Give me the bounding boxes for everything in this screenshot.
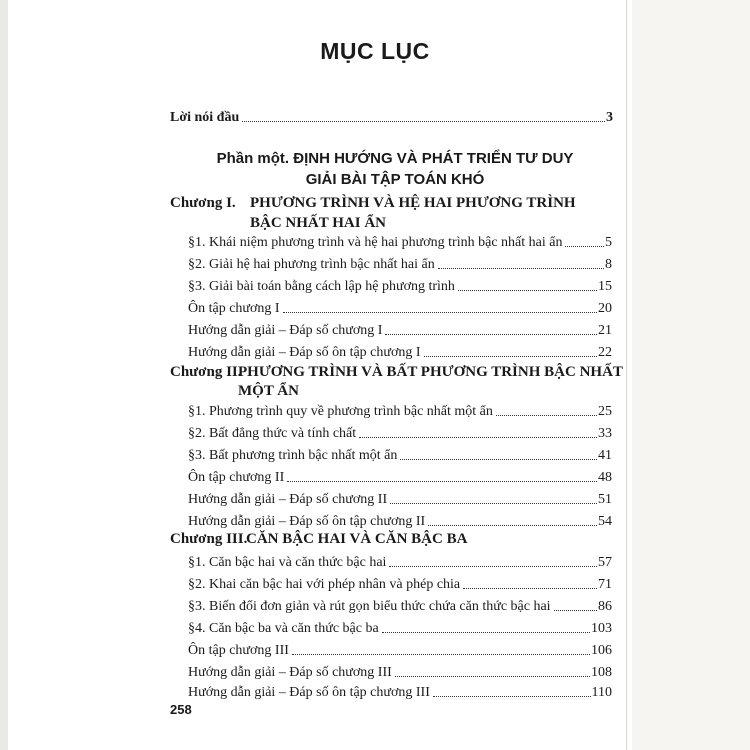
toc-entry-label: Lời nói đầu xyxy=(170,110,240,125)
toc-entry xyxy=(188,275,612,295)
chapter-1-title-cont: BẬC NHẤT HAI ẨN xyxy=(250,215,386,231)
toc-entry-label: §3. Giải bài toán bằng cách lập hệ phương trình xyxy=(188,279,455,294)
page-edge-line xyxy=(626,0,627,750)
toc-entry-label: Ôn tập chương II xyxy=(188,470,285,485)
dot-leader xyxy=(395,676,590,677)
dot-leader xyxy=(389,566,597,567)
page-left-shadow xyxy=(0,0,8,750)
toc-entry-label: Ôn tập chương I xyxy=(188,301,280,316)
toc-entry-label: §1. Căn bậc hai và căn thức bậc hai xyxy=(188,555,387,570)
toc-entry-label: Hướng dẫn giải – Đáp số chương I xyxy=(188,323,383,338)
toc-entry-label: Ôn tập chương III xyxy=(188,643,289,658)
facing-page-edge xyxy=(632,0,750,750)
toc-entry-page: 3 xyxy=(606,110,613,125)
toc-entry-page: 8 xyxy=(605,257,612,272)
dot-leader xyxy=(463,588,597,589)
toc-entry xyxy=(188,617,612,637)
toc-entry-label: §2. Khai căn bậc hai với phép nhân và phép chia xyxy=(188,577,461,592)
chapter-title: PHƯƠNG TRÌNH VÀ HỆ HAI PHƯƠNG TRÌNH xyxy=(250,195,576,211)
dot-leader xyxy=(428,525,597,526)
chapter-2-heading xyxy=(170,364,623,381)
toc-entry-label: §2. Bất đẳng thức và tính chất xyxy=(188,426,357,441)
toc-entry-label: Hướng dẫn giải – Đáp số ôn tập chương I xyxy=(188,345,421,360)
chapter-3-heading xyxy=(170,531,467,548)
part-title-line2: GIẢI BÀI TẬP TOÁN KHÓ xyxy=(305,171,485,188)
dot-leader xyxy=(359,437,597,438)
toc-entry xyxy=(188,551,612,571)
dot-leader xyxy=(496,415,597,416)
toc-entry-page: 71 xyxy=(598,577,612,592)
toc-entry-page: 110 xyxy=(591,685,612,700)
dot-leader xyxy=(424,356,597,357)
toc-entry xyxy=(188,466,612,486)
toc-entry-label: §3. Biến đổi đơn giản và rút gọn biểu thức chứa căn thức bậc hai xyxy=(188,599,551,614)
toc-entry xyxy=(188,422,612,442)
toc-entry-label: Hướng dẫn giải – Đáp số ôn tập chương III xyxy=(188,685,430,700)
toc-entry-page: 51 xyxy=(598,492,612,507)
toc-entry xyxy=(188,341,612,361)
dot-leader xyxy=(458,290,597,291)
dot-leader xyxy=(565,246,604,247)
dot-leader xyxy=(283,312,597,313)
toc-entry xyxy=(188,510,612,530)
toc-entry-label: §4. Căn bậc ba và căn thức bậc ba xyxy=(188,621,379,636)
toc-entry xyxy=(188,661,612,681)
toc-entry-page: 33 xyxy=(598,426,612,441)
toc-entry xyxy=(188,595,612,615)
toc-entry-intro xyxy=(170,106,613,126)
toc-entry-label: §2. Giải hệ hai phương trình bậc nhất hai ẩn xyxy=(188,257,435,272)
toc-entry-label: §3. Bất phương trình bậc nhất một ẩn xyxy=(188,448,398,463)
dot-leader xyxy=(242,121,605,122)
dot-leader xyxy=(433,696,591,697)
dot-leader xyxy=(385,334,597,335)
toc-entry xyxy=(188,400,612,420)
page-title: MỤC LỤC xyxy=(320,38,430,64)
chapter-title: PHƯƠNG TRÌNH VÀ BẤT PHƯƠNG TRÌNH BẬC NHẤT xyxy=(238,364,623,380)
toc-entry xyxy=(188,681,612,701)
dot-leader xyxy=(390,503,597,504)
toc-entry xyxy=(188,639,612,659)
toc-entry-page: 106 xyxy=(591,643,612,658)
toc-entry-page: 48 xyxy=(598,470,612,485)
chapter-number: Chương I. xyxy=(170,195,236,211)
toc-entry-page: 15 xyxy=(598,279,612,294)
dot-leader xyxy=(438,268,604,269)
toc-entry xyxy=(188,253,612,273)
dot-leader xyxy=(554,610,597,611)
toc-entry-page: 108 xyxy=(591,665,612,680)
toc-entry-label: §1. Khái niệm phương trình và hệ hai phương trình bậc nhất hai ẩn xyxy=(188,235,563,250)
dot-leader xyxy=(382,632,590,633)
toc-entry xyxy=(188,297,612,317)
toc-entry-label: Hướng dẫn giải – Đáp số ôn tập chương II xyxy=(188,514,426,529)
toc-entry xyxy=(188,488,612,508)
toc-entry xyxy=(188,444,612,464)
toc-entry xyxy=(188,573,612,593)
toc-entry-page: 22 xyxy=(598,345,612,360)
toc-entry-page: 54 xyxy=(598,514,612,529)
toc-entry-page: 41 xyxy=(598,448,612,463)
toc-entry-label: §1. Phương trình quy về phương trình bậc nhất một ẩn xyxy=(188,404,493,419)
toc-entry-page: 25 xyxy=(598,404,612,419)
toc-entry-page: 21 xyxy=(598,323,612,338)
dot-leader xyxy=(400,459,597,460)
toc-entry-page: 20 xyxy=(598,301,612,316)
dot-leader xyxy=(287,481,597,482)
toc-entry xyxy=(188,231,612,251)
toc-entry-page: 86 xyxy=(598,599,612,614)
chapter-number: Chương III. xyxy=(170,531,248,547)
toc-entry xyxy=(188,319,612,339)
page-number: 258 xyxy=(170,702,192,717)
toc-entry-page: 5 xyxy=(605,235,612,250)
chapter-title: CĂN BẬC HAI VÀ CĂN BẬC BA xyxy=(246,531,468,547)
chapter-1-heading xyxy=(170,195,576,212)
chapter-number: Chương II. xyxy=(170,364,242,380)
toc-entry-label: Hướng dẫn giải – Đáp số chương II xyxy=(188,492,388,507)
toc-entry-page: 103 xyxy=(591,621,612,636)
part-title-line1: Phần một. ĐỊNH HƯỚNG VÀ PHÁT TRIỂN TƯ DUY xyxy=(216,150,574,167)
toc-entry-page: 57 xyxy=(598,555,612,570)
chapter-2-title-cont: MỘT ẨN xyxy=(238,383,299,399)
toc-entry-label: Hướng dẫn giải – Đáp số chương III xyxy=(188,665,392,680)
dot-leader xyxy=(292,654,590,655)
